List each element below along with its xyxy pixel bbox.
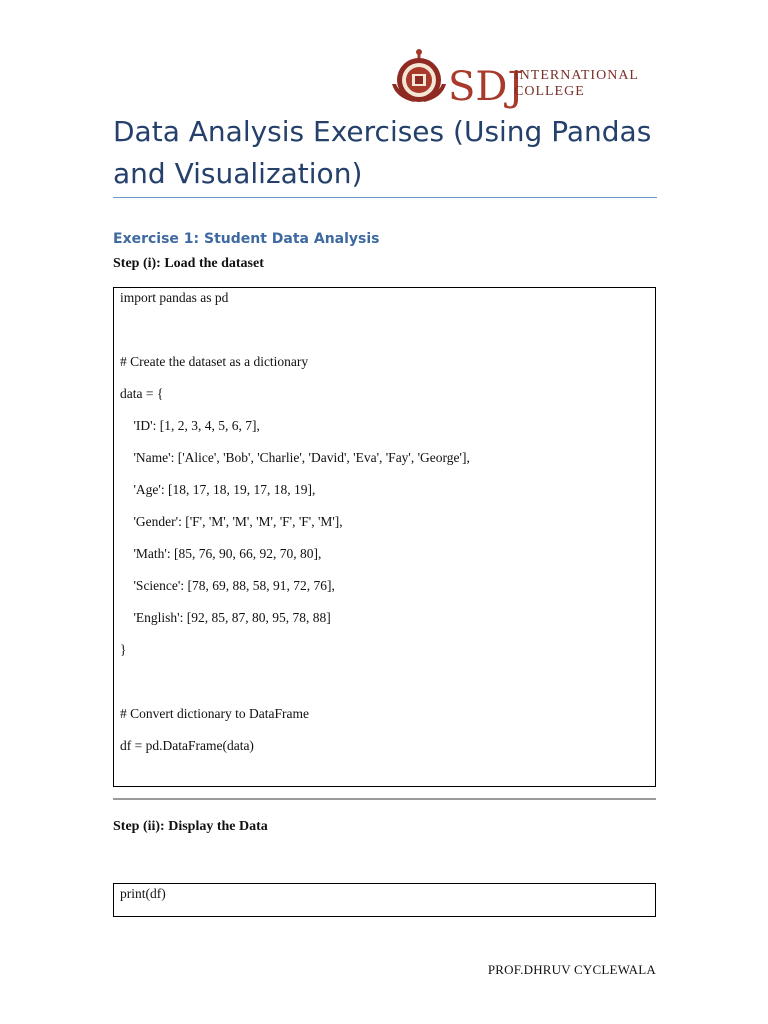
code-line: df = pd.DataFrame(data) — [120, 738, 254, 753]
title-divider — [113, 197, 657, 198]
code-line: 'ID': [1, 2, 3, 4, 5, 6, 7], — [120, 418, 260, 433]
code-line: 'Name': ['Alice', 'Bob', 'Charlie', 'David', 'Eva', 'Fay', 'George'], — [120, 450, 470, 465]
college-logo — [384, 46, 644, 108]
exercise-heading: Exercise 1: Student Data Analysis — [113, 231, 380, 247]
page-title — [113, 111, 673, 195]
code-line: 'Science': [78, 69, 88, 58, 91, 72, 76], — [120, 578, 335, 593]
code-line: 'English': [92, 85, 87, 80, 95, 78, 88] — [120, 610, 331, 625]
code-line: import pandas as pd — [120, 290, 229, 305]
code-line: data = { — [120, 386, 164, 401]
code-line: 'Gender': ['F', 'M', 'M', 'M', 'F', 'F', 'M'], — [120, 514, 343, 529]
footer-author: PROF.DHRUV CYCLEWALA — [487, 962, 656, 977]
code-line: # Convert dictionary to DataFrame — [120, 706, 309, 721]
code-line: # Create the dataset as a dictionary — [120, 354, 309, 369]
logo-sdj-text: SDJ — [448, 64, 524, 110]
section-divider — [113, 798, 656, 800]
code-block-display-data — [113, 883, 656, 917]
step-1-label: Step (i): Load the dataset — [113, 256, 264, 271]
code-line: 'Math': [85, 76, 90, 66, 92, 70, 80], — [120, 546, 322, 561]
step-2-label: Step (ii): Display the Data — [113, 819, 268, 834]
code-line: 'Age': [18, 17, 18, 19, 17, 18, 19], — [120, 482, 316, 497]
logo-line-college: COLLEGE — [514, 84, 585, 99]
title-line-2: and Visualization) — [113, 157, 363, 190]
code-block-load-dataset — [113, 287, 656, 787]
college-seal-icon — [384, 46, 524, 110]
code-line: } — [120, 642, 127, 657]
logo-text-block — [514, 46, 639, 100]
title-line-1: Data Analysis Exercises (Using Pandas — [113, 115, 652, 148]
logo-line-international: INTERNATIONAL — [514, 68, 639, 83]
code-line: print(df) — [120, 886, 166, 901]
